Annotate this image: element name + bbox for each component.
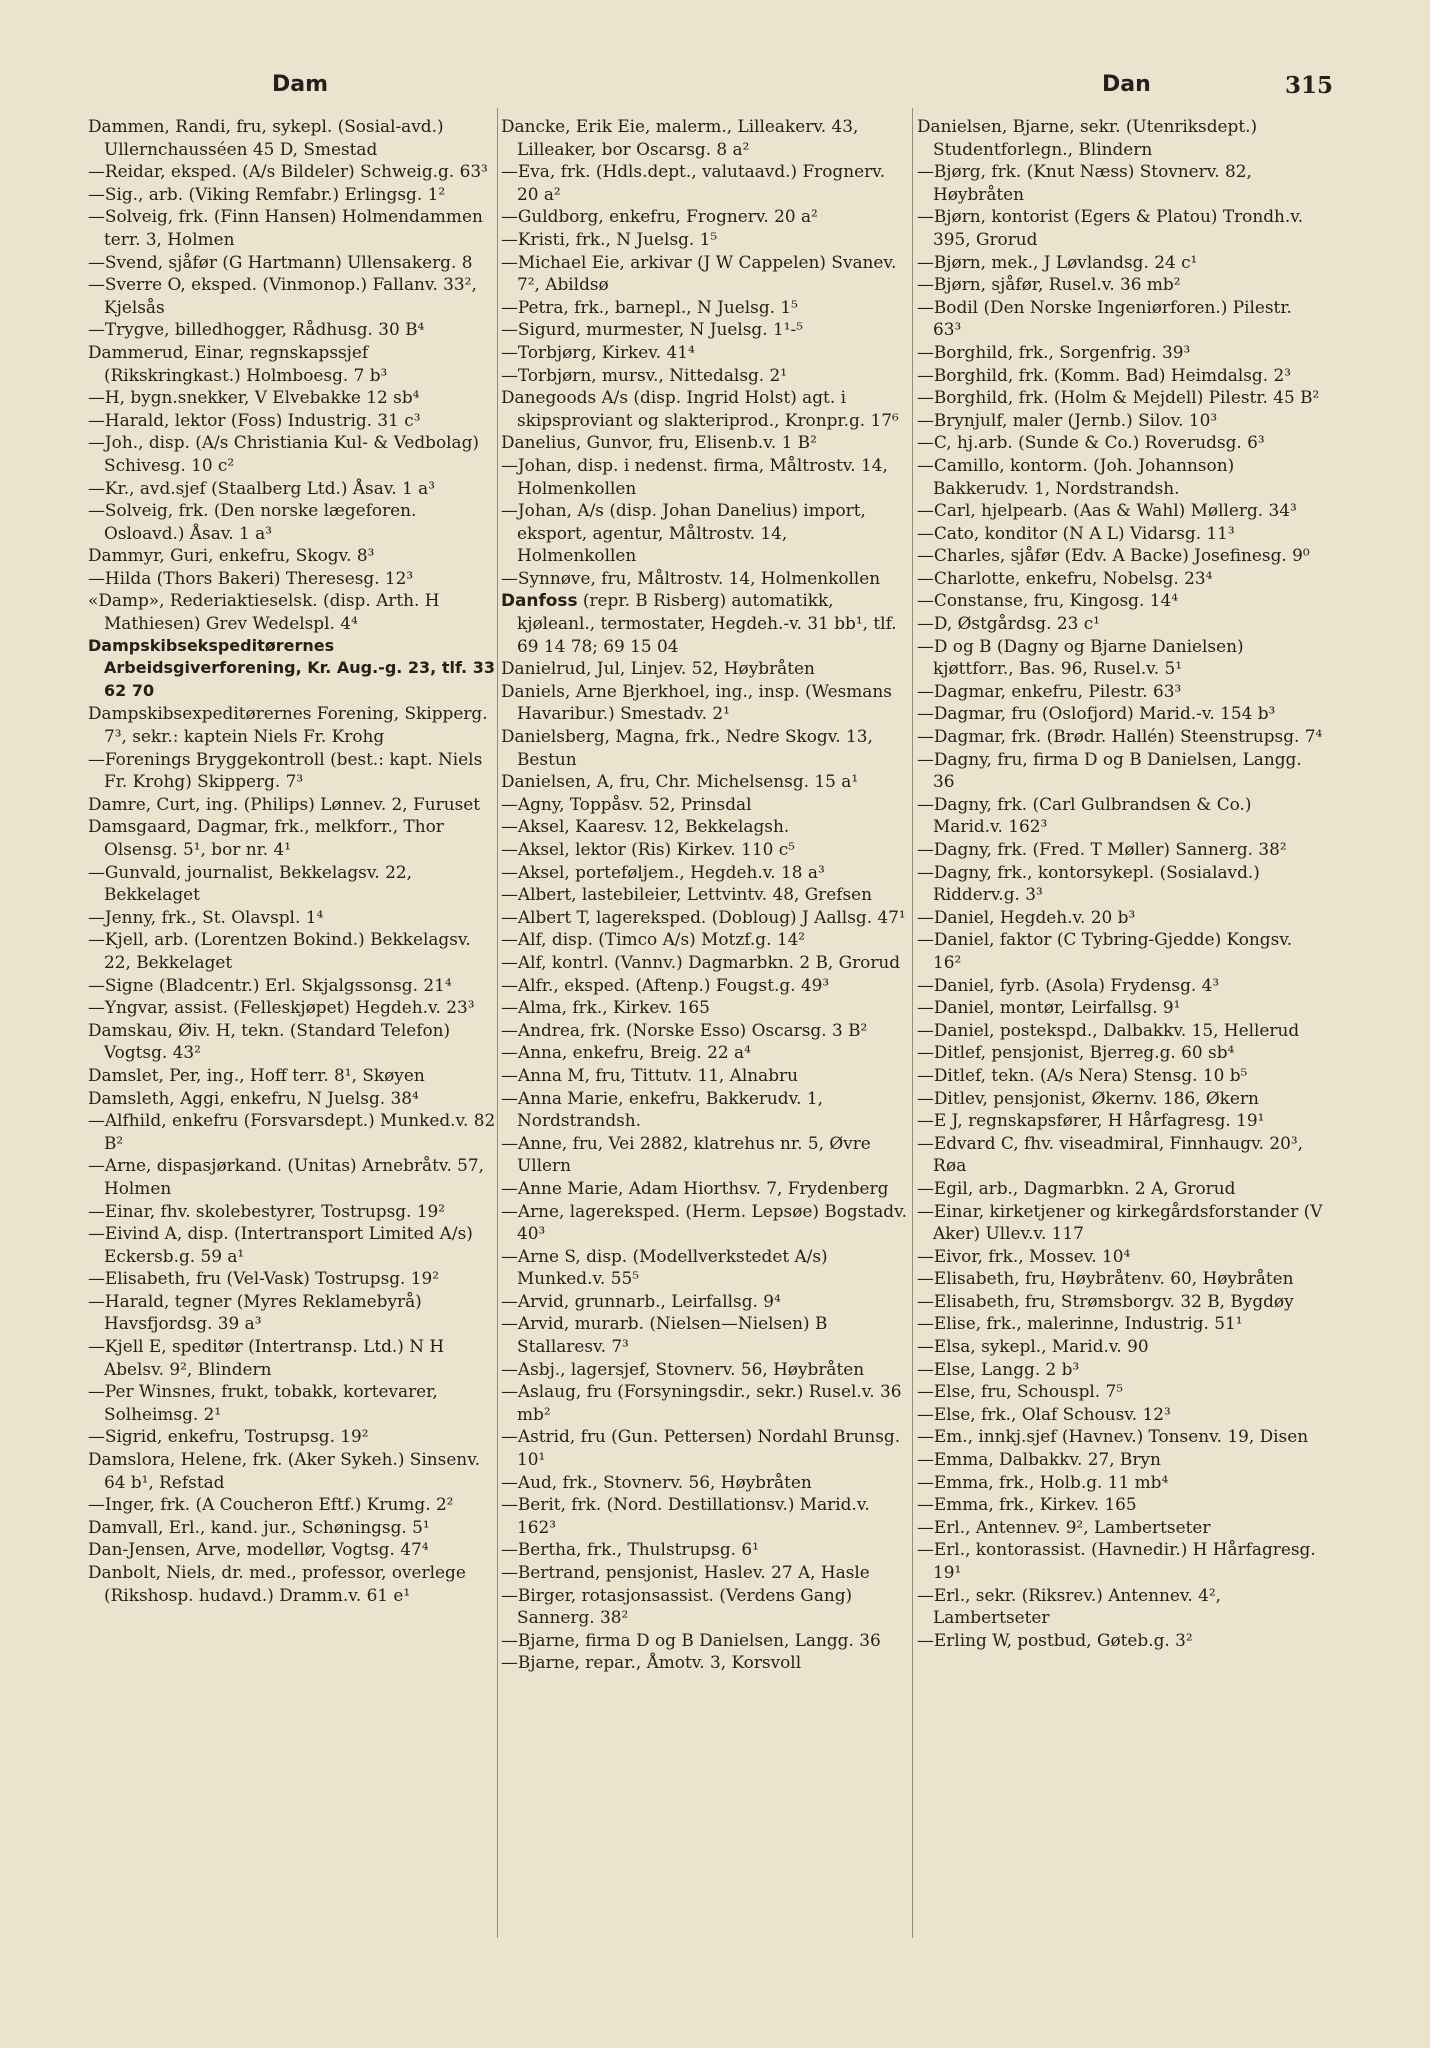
directory-entry: —Borghild, frk., Sorgenfrig. 39³ <box>917 341 1191 362</box>
directory-entry: Daniels, Arne Bjerkhoel, ing., insp. (Wesmans Havaribur.) Smestadv. 2¹ <box>501 680 892 724</box>
directory-entry: —Solveig, frk. (Den norske lægeforen. Osloavd.) Åsav. 1 a³ <box>88 500 417 543</box>
directory-entry: —Yngvar, assist. (Felleskjøpet) Hegdeh.v. 23³ <box>88 997 475 1018</box>
directory-entry: —Aksel, Kaaresv. 12, Bekkelagsh. <box>501 816 790 837</box>
directory-entry: —Erl., kontorassist. (Havnedir.) H Hårfagresg. 19¹ <box>917 1539 1316 1582</box>
directory-entry: —Alfhild, enkefru (Forsvarsdept.) Munked.v. 82 B² <box>88 1110 496 1153</box>
directory-entry: —Anna, enkefru, Breig. 22 a⁴ <box>501 1042 751 1063</box>
directory-entry: —Dagny, frk. (Fred. T Møller) Sannerg. 38² <box>917 839 1287 859</box>
directory-entry: —Per Winsnes, frukt, tobakk, kortevarer, Solheimsg. 2¹ <box>88 1381 438 1424</box>
directory-entry: —Alf, disp. (Timco A/s) Motzf.g. 14² <box>501 929 806 950</box>
directory-entry: —Trygve, billedhogger, Rådhusg. 30 B⁴ <box>88 319 425 340</box>
directory-entry: Dampskibsekspeditørernes Arbeidsgiverforening, Kr. Aug.-g. 23, tlf. 33 62 70 <box>88 635 495 700</box>
directory-entry: —Svend, sjåfør (G Hartmann) Ullensakerg. 8 <box>88 251 473 272</box>
directory-entry: —Brynjulf, maler (Jernb.) Silov. 10³ <box>917 409 1218 430</box>
directory-entry: —Emma, frk., Kirkev. 165 <box>917 1494 1137 1515</box>
column-3 <box>917 115 1325 1651</box>
directory-entry: —Inger, frk. (A Coucheron Eftf.) Krumg. 2² <box>88 1494 454 1515</box>
directory-entry: —Arne, dispasjørkand. (Unitas) Arnebråtv. 57, Holmen <box>88 1155 485 1198</box>
directory-entry: —H, bygn.snekker, V Elvebakke 12 sb⁴ <box>88 387 420 408</box>
directory-entry: —Dagmar, fru (Oslofjord) Marid.-v. 154 b³ <box>917 703 1276 724</box>
directory-entry: —Else, Langg. 2 b³ <box>917 1358 1080 1379</box>
directory-entry: —Sigrid, enkefru, Tostrupsg. 19² <box>88 1426 369 1447</box>
directory-entry: —Erl., Antennev. 9², Lambertseter <box>917 1516 1211 1537</box>
directory-entry: —Em., innkj.sjef (Havnev.) Tonsenv. 19, Disen <box>917 1426 1309 1447</box>
directory-entry: —Dagny, fru, firma D og B Danielsen, Langg. 36 <box>917 748 1302 792</box>
directory-entry: —Bjarne, repar., Åmotv. 3, Korsvoll <box>501 1652 802 1673</box>
directory-entry: Dammerud, Einar, regnskapssjef (Rikskringkast.) Holmboesg. 7 b³ <box>88 341 388 385</box>
directory-entry: —Signe (Bladcentr.) Erl. Skjalgssonsg. 21⁴ <box>88 974 452 995</box>
directory-entry: —Borghild, frk. (Holm & Mejdell) Pilestr. 45 B² <box>917 387 1320 408</box>
directory-entry: —Daniel, fyrb. (Asola) Frydensg. 4³ <box>917 974 1220 995</box>
directory-entry: —Eivor, frk., Mossev. 10⁴ <box>917 1245 1131 1266</box>
directory-entry: —Kr., avd.sjef (Staalberg Ltd.) Åsav. 1 a³ <box>88 477 436 498</box>
directory-entry: Damsleth, Aggi, enkefru, N Juelsg. 38⁴ <box>88 1087 419 1108</box>
directory-entry: Damslet, Per, ing., Hoff terr. 8¹, Skøyen <box>88 1064 425 1085</box>
directory-entry: —Carl, hjelpearb. (Aas & Wahl) Møllerg. 34³ <box>917 500 1297 521</box>
directory-entry: —Dagny, frk. (Carl Gulbrandsen & Co.) Marid.v. 162³ <box>917 793 1252 837</box>
directory-entry: —Emma, frk., Holb.g. 11 mb⁴ <box>917 1471 1169 1492</box>
directory-entry: —Else, fru, Schouspl. 7⁵ <box>917 1381 1124 1402</box>
directory-entry: —Dagmar, enkefru, Pilestr. 63³ <box>917 680 1182 701</box>
directory-entry: —Daniel, faktor (C Tybring-Gjedde) Kongsv. 16² <box>917 929 1293 972</box>
directory-entry: «Damp», Rederiaktieselsk. (disp. Arth. H Mathiesen) Grev Wedelspl. 4⁴ <box>88 590 440 634</box>
directory-entry: —Reidar, eksped. (A/s Bildeler) Schweig.g. 63³ <box>88 161 488 182</box>
directory-entry: —Alf, kontrl. (Vannv.) Dagmarbkn. 2 B, Grorud <box>501 951 901 972</box>
directory-entry: —Einar, kirketjener og kirkegårdsforstander (V Aker) Ullev.v. 117 <box>917 1200 1323 1244</box>
directory-entry: —Sigurd, murmester, N Juelsg. 1¹-⁵ <box>501 319 803 340</box>
directory-entry: —Jenny, frk., St. Olavspl. 1⁴ <box>88 906 324 927</box>
directory-entry: —Alfr., eksped. (Aftenp.) Fougst.g. 49³ <box>501 974 830 995</box>
directory-entry: Damslora, Helene, frk. (Aker Sykeh.) Sinsenv. 64 b¹, Refstad <box>88 1449 481 1492</box>
directory-entry: —Charles, sjåfør (Edv. A Backe) Josefinesg. 9⁰ <box>917 545 1310 566</box>
directory-entry: —Daniel, montør, Leirfallsg. 9¹ <box>917 997 1181 1018</box>
directory-entry: Dammen, Randi, fru, sykepl. (Sosial-avd.) Ullernchausséen 45 D, Smestad <box>88 116 444 159</box>
directory-entry: —Elsa, sykepl., Marid.v. 90 <box>917 1336 1149 1357</box>
directory-entry: —Kristi, frk., N Juelsg. 1⁵ <box>501 228 718 249</box>
directory-entry: —Kjell E, speditør (Intertransp. Ltd.) N H Abelsv. 9², Blindern <box>88 1336 445 1379</box>
directory-entry: —Anne, fru, Vei 2882, klatrehus nr. 5, Øvre Ullern <box>501 1132 871 1176</box>
directory-entry: —Erling W, postbud, Gøteb.g. 3² <box>917 1629 1193 1650</box>
directory-entry: Dan-Jensen, Arve, modellør, Vogtsg. 47⁴ <box>88 1539 429 1560</box>
directory-entry: —Elisabeth, fru (Vel-Vask) Tostrupsg. 19² <box>88 1268 440 1289</box>
directory-entry: —Hilda (Thors Bakeri) Theresesg. 12³ <box>88 567 414 588</box>
directory-entry: —Guldborg, enkefru, Frognerv. 20 a² <box>501 206 818 227</box>
directory-entry: —Alma, frk., Kirkev. 165 <box>501 997 710 1018</box>
running-header-left: Dam <box>272 72 329 97</box>
directory-entry: —Sig., arb. (Viking Remfabr.) Erlingsg. 1² <box>88 183 446 204</box>
directory-entry: —Andrea, frk. (Norske Esso) Oscarsg. 3 B² <box>501 1019 868 1040</box>
directory-entry: —Dagny, frk., kontorsykepl. (Sosialavd.) Ridderv.g. 3³ <box>917 861 1260 905</box>
directory-entry: —Erl., sekr. (Riksrev.) Antennev. 4², Lambertseter <box>917 1584 1221 1628</box>
page-number: 315 <box>1285 72 1334 99</box>
column-divider <box>912 108 913 1938</box>
directory-entry: —Anna Marie, enkefru, Bakkerudv. 1, Nordstrandsh. <box>501 1087 824 1131</box>
directory-entry: —Eva, frk. (Hdls.dept., valutaavd.) Frognerv. 20 a² <box>501 161 886 204</box>
directory-entry: —Arne, lagereksped. (Herm. Lepsøe) Bogstadv. 40³ <box>501 1200 907 1244</box>
directory-entry: —Michael Eie, arkivar (J W Cappelen) Svanev. 7², Abildsø <box>501 251 897 295</box>
directory-entry: —Berit, frk. (Nord. Destillationsv.) Marid.v. 162³ <box>501 1494 870 1537</box>
directory-entry: —Borghild, frk. (Komm. Bad) Heimdalsg. 2³ <box>917 364 1292 385</box>
directory-entry: —Kjell, arb. (Lorentzen Bokind.) Bekkelagsv. 22, Bekkelaget <box>88 929 471 972</box>
directory-entry: —Eivind A, disp. (Intertransport Limited A/s) Eckersb.g. 59 a¹ <box>88 1223 473 1266</box>
directory-entry: —Bjørn, kontorist (Egers & Platou) Trondh.v. 395, Grorud <box>917 206 1304 249</box>
directory-entry: —Bjørg, frk. (Knut Næss) Stovnerv. 82, Høybråten <box>917 161 1252 204</box>
directory-entry: Damre, Curt, ing. (Philips) Lønnev. 2, Furuset <box>88 793 481 814</box>
directory-entry: —Agny, Toppåsv. 52, Prinsdal <box>501 793 752 814</box>
directory-entry: Danelius, Gunvor, fru, Elisenb.v. 1 B² <box>501 432 817 453</box>
directory-entry: —Astrid, fru (Gun. Pettersen) Nordahl Brunsg. 10¹ <box>501 1426 901 1470</box>
directory-entry: —Arvid, murarb. (Nielsen—Nielsen) B Stallaresv. 7³ <box>501 1313 828 1357</box>
directory-entry: —Ditlev, pensjonist, Økernv. 186, Økern <box>917 1087 1259 1108</box>
directory-entry: Danegoods A/s (disp. Ingrid Holst) agt. i skipsproviant og slakteriprod., Kronpr.g. 17⁶ <box>501 387 899 430</box>
directory-entry: —Constanse, fru, Kingosg. 14⁴ <box>917 590 1178 611</box>
directory-entry: —Albert, lastebileier, Lettvintv. 48, Grefsen <box>501 884 873 905</box>
directory-entry: —Emma, Dalbakkv. 27, Bryn <box>917 1449 1161 1470</box>
running-header-middle: Dan <box>1102 72 1151 97</box>
directory-entry: —Else, frk., Olaf Schousv. 12³ <box>917 1403 1171 1424</box>
directory-entry: —Anna M, fru, Tittutv. 11, Alnabru <box>501 1064 798 1085</box>
directory-entry: —Aslaug, fru (Forsyningsdir., sekr.) Rusel.v. 36 mb² <box>501 1381 902 1424</box>
directory-entry: Danbolt, Niels, dr. med., professor, overlege (Rikshosp. hudavd.) Dramm.v. 61 e¹ <box>88 1562 466 1605</box>
directory-entry: —Bjarne, firma D og B Danielsen, Langg. 36 <box>501 1629 881 1650</box>
directory-entry: —Ditlef, pensjonist, Bjerreg.g. 60 sb⁴ <box>917 1042 1235 1063</box>
directory-entry: —Einar, fhv. skolebestyrer, Tostrupsg. 19² <box>88 1200 446 1221</box>
directory-entry: —Bjørn, sjåfør, Rusel.v. 36 mb² <box>917 274 1181 295</box>
directory-entry: —D og B (Dagny og Bjarne Danielsen) kjøttforr., Bas. 96, Rusel.v. 5¹ <box>917 635 1244 679</box>
directory-entry: —Bjørn, mek., J Løvlandsg. 24 c¹ <box>917 251 1198 272</box>
directory-entry: —Johan, disp. i nedenst. firma, Måltrostv. 14, Holmenkollen <box>501 454 888 498</box>
directory-entry: —Bodil (Den Norske Ingeniørforen.) Pilestr. 63³ <box>917 296 1292 340</box>
directory-entry: Damvall, Erl., kand. jur., Schøningsg. 5¹ <box>88 1516 430 1537</box>
directory-entry: —Albert T, lagereksped. (Dobloug) J Aallsg. 47¹ <box>501 906 906 927</box>
directory-entry: —Aksel, porteføljem., Hegdeh.v. 18 a³ <box>501 861 825 882</box>
directory-entry: Danielrud, Jul, Linjev. 52, Høybråten <box>501 658 815 679</box>
directory-entry: —C, hj.arb. (Sunde & Co.) Roverudsg. 6³ <box>917 432 1265 453</box>
directory-entry: —Ditlef, tekn. (A/s Nera) Stensg. 10 b⁵ <box>917 1064 1248 1085</box>
directory-entry: —Solveig, frk. (Finn Hansen) Holmendammen terr. 3, Holmen <box>88 206 483 249</box>
directory-entry: —Arne S, disp. (Modellverkstedet A/s) Munked.v. 55⁵ <box>501 1245 828 1289</box>
directory-entry: —Harald, lektor (Foss) Industrig. 31 c³ <box>88 409 421 430</box>
directory-entry: —Sverre O, eksped. (Vinmonop.) Fallanv. 33², Kjelsås <box>88 274 477 317</box>
column-1 <box>88 115 496 1606</box>
directory-entry: —Charlotte, enkefru, Nobelsg. 23⁴ <box>917 567 1213 588</box>
directory-entry: —Petra, frk., barnepl., N Juelsg. 1⁵ <box>501 296 798 317</box>
directory-entry: —Synnøve, fru, Måltrostv. 14, Holmenkollen <box>501 567 881 588</box>
directory-entry: —Joh., disp. (A/s Christiania Kul- & Vedbolag) Schivesg. 10 c² <box>88 432 480 475</box>
directory-entry: —Asbj., lagersjef, Stovnerv. 56, Høybråten <box>501 1358 865 1379</box>
directory-entry: —Anne Marie, Adam Hiorthsv. 7, Frydenberg <box>501 1177 889 1198</box>
directory-entry: —Torbjørg, Kirkev. 41⁴ <box>501 341 695 362</box>
directory-entry: Dammyr, Guri, enkefru, Skogv. 8³ <box>88 545 375 566</box>
directory-entry: —Arvid, grunnarb., Leirfallsg. 9⁴ <box>501 1290 781 1311</box>
directory-entry: —Elise, frk., malerinne, Industrig. 51¹ <box>917 1313 1243 1334</box>
directory-entry: —Gunvald, journalist, Bekkelagsv. 22, Bekkelaget <box>88 861 412 905</box>
directory-entry: —Cato, konditor (N A L) Vidarsg. 11³ <box>917 522 1235 543</box>
directory-entry: Danielsen, Bjarne, sekr. (Utenriksdept.) Studentforlegn., Blindern <box>917 116 1258 159</box>
directory-entry: Danfoss (repr. B Risberg) automatikk, kjøleanl., termostater, Hegdeh.-v. 31 bb¹, tlf. 69 14 78; 69 15 04 <box>501 590 897 656</box>
directory-entry: —Bertha, frk., Thulstrupsg. 6¹ <box>501 1539 759 1560</box>
directory-entry: —Aud, frk., Stovnerv. 56, Høybråten <box>501 1471 812 1492</box>
directory-entry: Danielsberg, Magna, frk., Nedre Skogv. 13, Bestun <box>501 726 873 769</box>
directory-entry: Danielsen, A, fru, Chr. Michelsensg. 15 a¹ <box>501 771 859 792</box>
directory-entry: Dancke, Erik Eie, malerm., Lilleakerv. 43, Lilleaker, bor Oscarsg. 8 a² <box>501 116 859 159</box>
directory-entry: —Birger, rotasjonsassist. (Verdens Gang) Sannerg. 38² <box>501 1584 853 1628</box>
directory-entry: —Edvard C, fhv. viseadmiral, Finnhaugv. 20³, Røa <box>917 1132 1303 1176</box>
directory-entry: —Elisabeth, fru, Høybråtenv. 60, Høybråten <box>917 1268 1294 1289</box>
directory-entry: —Johan, A/s (disp. Johan Danelius) import, eksport, agentur, Måltrostv. 14, Holmenkollen <box>501 500 866 566</box>
directory-entry: —Harald, tegner (Myres Reklamebyrå) Havsfjordsg. 39 a³ <box>88 1290 422 1334</box>
directory-entry: —Daniel, postekspd., Dalbakkv. 15, Hellerud <box>917 1019 1300 1040</box>
directory-entry: —E J, regnskapsfører, H Hårfagresg. 19¹ <box>917 1110 1265 1131</box>
directory-entry: —Dagmar, frk. (Brødr. Hallén) Steenstrupsg. 7⁴ <box>917 726 1323 747</box>
directory-entry: —Camillo, kontorm. (Joh. Johannson) Bakkerudv. 1, Nordstrandsh. <box>917 454 1235 498</box>
column-divider <box>497 108 498 1938</box>
directory-entry: —Egil, arb., Dagmarbkn. 2 A, Grorud <box>917 1177 1236 1198</box>
directory-entry: —Forenings Bryggekontroll (best.: kapt. Niels Fr. Krohg) Skipperg. 7³ <box>88 748 483 792</box>
directory-entry: Damsgaard, Dagmar, frk., melkforr., Thor Olsensg. 5¹, bor nr. 4¹ <box>88 816 444 859</box>
directory-entry: —Elisabeth, fru, Strømsborgv. 32 B, Bygdøy <box>917 1290 1294 1311</box>
directory-entry: —D, Østgårdsg. 23 c¹ <box>917 613 1100 634</box>
directory-entry: —Daniel, Hegdeh.v. 20 b³ <box>917 906 1136 927</box>
directory-entry: —Torbjørn, mursv., Nittedalsg. 2¹ <box>501 364 788 385</box>
directory-entry: Dampskibsexpeditørernes Forening, Skipperg. 7³, sekr.: kaptein Niels Fr. Krohg <box>88 703 488 747</box>
directory-entry: Damskau, Øiv. H, tekn. (Standard Telefon) Vogtsg. 43² <box>88 1019 451 1063</box>
directory-entry: —Aksel, lektor (Ris) Kirkev. 110 c⁵ <box>501 839 795 859</box>
directory-entry: —Bertrand, pensjonist, Haslev. 27 A, Hasle <box>501 1562 870 1582</box>
column-2 <box>501 115 909 1674</box>
